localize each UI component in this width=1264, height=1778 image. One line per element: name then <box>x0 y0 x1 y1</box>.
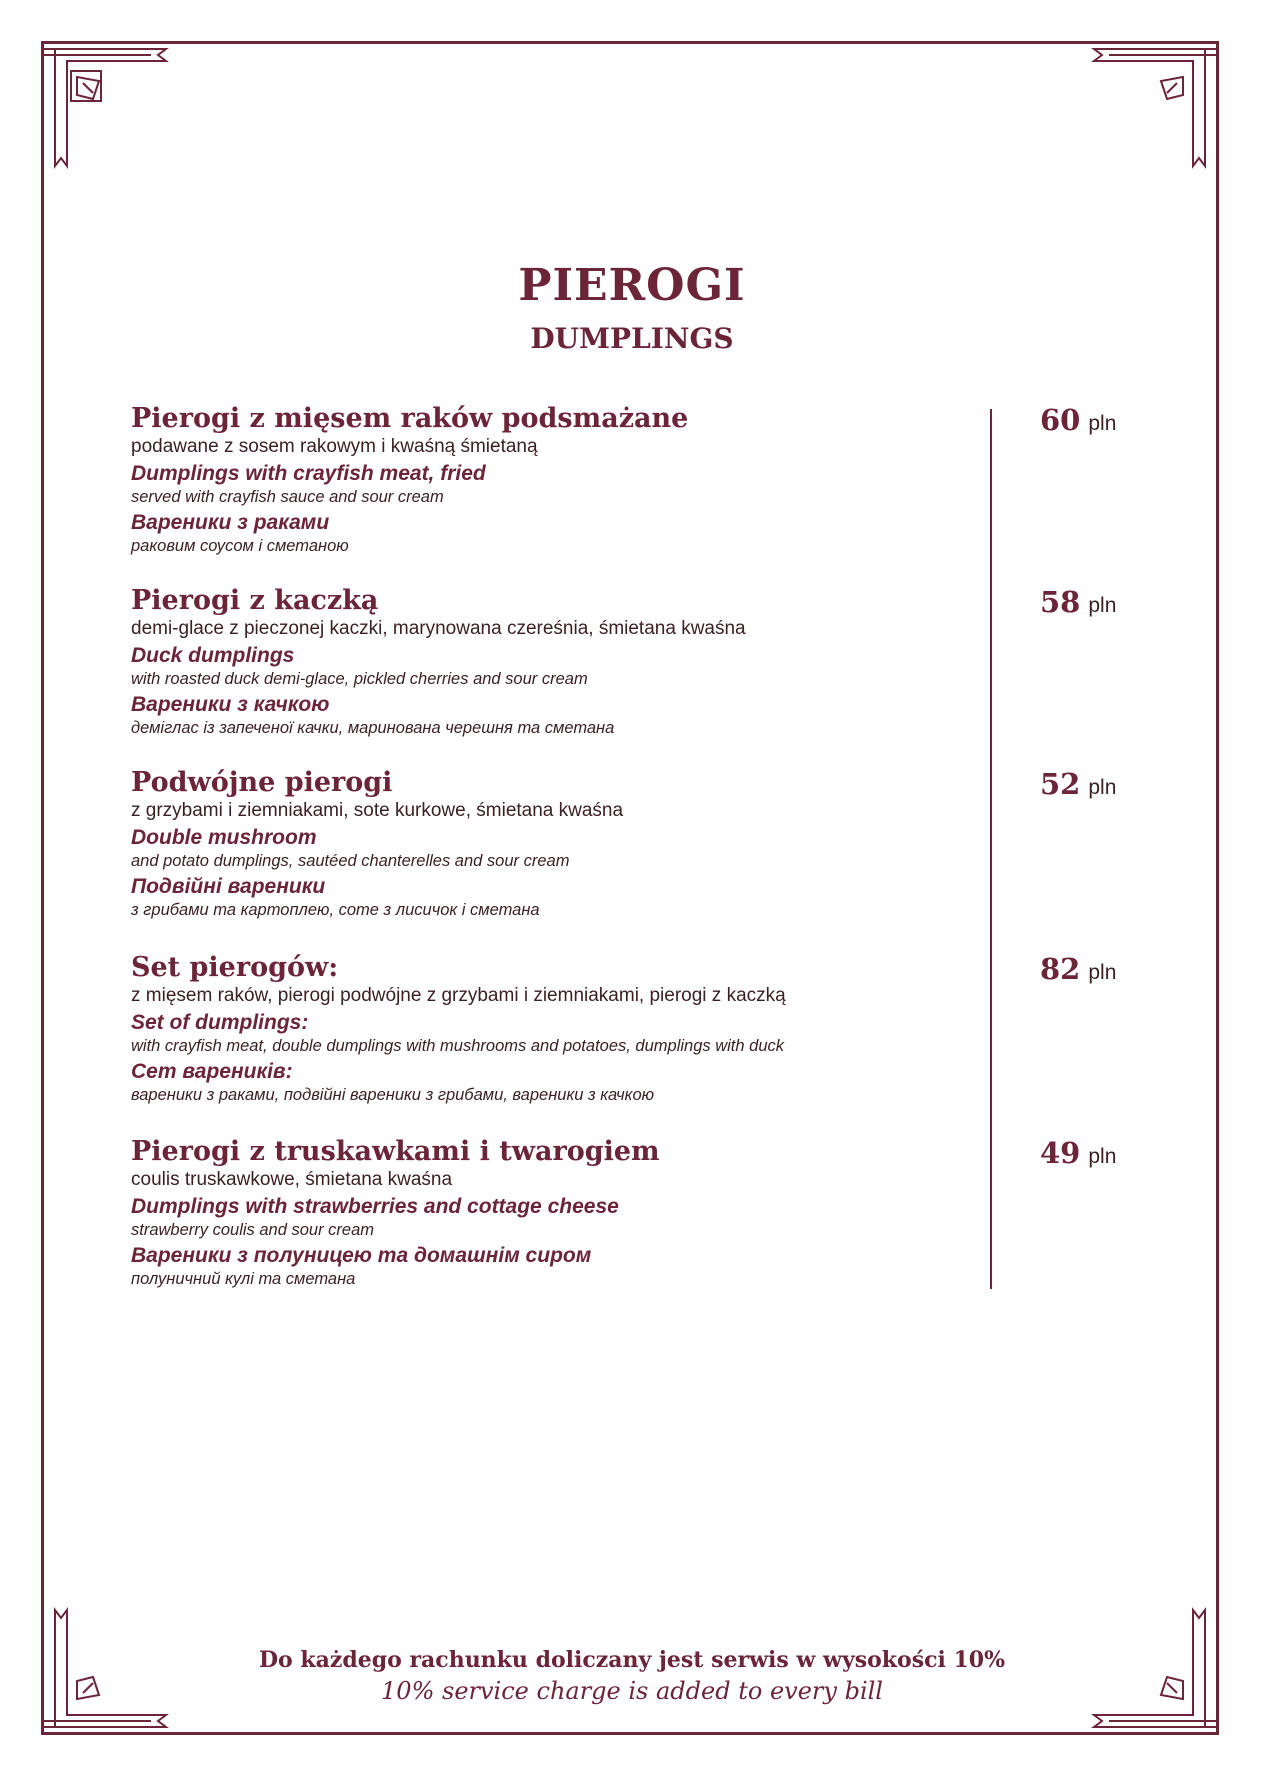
price-amount: 49 <box>1040 1136 1081 1170</box>
menu-item <box>131 767 971 921</box>
item-name-ua: Вареники з качкою <box>131 693 330 716</box>
item-desc-pl: demi-glace z pieczonej kaczki, marynowana czereśnia, śmietana kwaśna <box>131 618 746 639</box>
item-name-pl: Set pierogów: <box>131 952 339 983</box>
item-desc-ua: вареники з раками, подвійні вареники з грибами, вареники з качкою <box>131 1086 655 1104</box>
price-currency: pln <box>1088 1145 1117 1168</box>
price-divider <box>990 409 992 1289</box>
item-price <box>1040 403 1190 437</box>
menu-item <box>131 403 971 557</box>
price-amount: 60 <box>1040 403 1081 437</box>
service-note-en: 10% service charge is added to every bill <box>381 1677 883 1705</box>
price-amount: 58 <box>1040 585 1081 619</box>
item-name-ua: Сет вареників: <box>131 1060 293 1083</box>
item-name-ua: Вареники з раками <box>131 511 330 534</box>
item-desc-ua: з грибами та картоплею, соте з лисичок і сметана <box>131 901 540 919</box>
item-desc-en: and potato dumplings, sautéed chanterelles and sour cream <box>131 852 570 870</box>
item-desc-en: with crayfish meat, double dumplings with mushrooms and potatoes, dumplings with duck <box>131 1037 784 1055</box>
item-name-en: Dumplings with strawberries and cottage cheese <box>131 1195 619 1218</box>
page-title: PIEROGI <box>518 260 746 311</box>
price-amount: 52 <box>1040 767 1081 801</box>
corner-ornament-icon <box>1089 41 1219 171</box>
item-desc-pl: coulis truskawkowe, śmietana kwaśna <box>131 1169 453 1190</box>
page-subtitle: DUMPLINGS <box>530 322 734 355</box>
item-name-en: Dumplings with crayfish meat, fried <box>131 462 486 485</box>
item-desc-en: strawberry coulis and sour cream <box>131 1221 375 1239</box>
menu-item <box>131 585 971 739</box>
menu-item <box>131 1136 971 1290</box>
item-price <box>1040 767 1190 801</box>
item-name-en: Duck dumplings <box>131 644 295 667</box>
menu-item <box>131 952 971 1106</box>
item-name-ua: Подвійні вареники <box>131 875 326 898</box>
item-desc-en: with roasted duck demi-glace, pickled cherries and sour cream <box>131 670 588 688</box>
price-currency: pln <box>1088 961 1117 984</box>
item-price <box>1040 1136 1190 1170</box>
item-desc-ua: раковим соусом і сметаною <box>131 537 349 555</box>
item-price <box>1040 952 1190 986</box>
item-price <box>1040 585 1190 619</box>
service-note-pl: Do każdego rachunku doliczany jest serwis w wysokości 10% <box>258 1647 1006 1673</box>
item-desc-ua: полуничний кулі та сметана <box>131 1270 356 1288</box>
item-name-ua: Вареники з полуницею та домашнім сиром <box>131 1244 592 1267</box>
item-name-pl: Pierogi z kaczką <box>131 585 379 616</box>
item-name-pl: Podwójne pierogi <box>131 767 393 798</box>
price-currency: pln <box>1088 594 1117 617</box>
item-name-en: Double mushroom <box>131 826 317 849</box>
item-name-pl: Pierogi z mięsem raków podsmażane <box>131 403 689 434</box>
price-amount: 82 <box>1040 952 1081 986</box>
item-name-en: Set of dumplings: <box>131 1011 309 1034</box>
price-currency: pln <box>1088 412 1117 435</box>
item-desc-en: served with crayfish sauce and sour cream <box>131 488 444 506</box>
item-desc-pl: z mięsem raków, pierogi podwójne z grzybami i ziemniakami, pierogi z kaczką <box>131 985 786 1006</box>
item-name-pl: Pierogi z truskawkami i twarogiem <box>131 1136 660 1167</box>
price-currency: pln <box>1088 776 1117 799</box>
item-desc-pl: z grzybami i ziemniakami, sote kurkowe, śmietana kwaśna <box>131 800 624 821</box>
corner-ornament-icon <box>41 41 171 171</box>
item-desc-ua: деміглас із запеченої качки, маринована черешня та сметана <box>131 719 615 737</box>
item-desc-pl: podawane z sosem rakowym i kwaśną śmietaną <box>131 436 538 457</box>
